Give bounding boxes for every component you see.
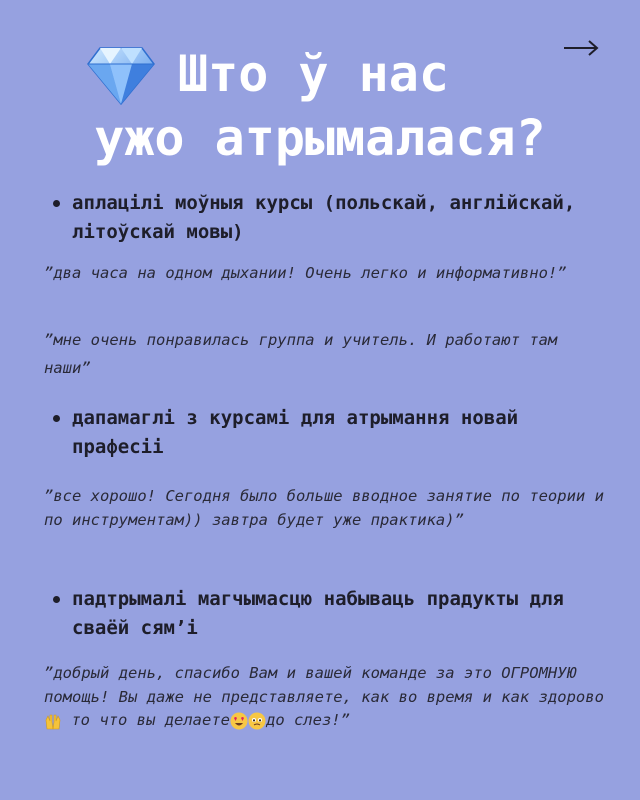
heart-eyes-emoji [230, 712, 248, 730]
quote-text-part: до слез!” [265, 711, 350, 729]
quote-text-part: то что вы делаете [62, 711, 230, 729]
holding-back-tears-emoji [248, 712, 266, 730]
gem-icon [86, 44, 156, 106]
achievement-item-profession-courses [48, 404, 608, 462]
quote-text-part: ”добрый день, спасибо Вам и вашей команде за это ОГРОМНУЮ помощь! Вы даже не представляете, как во время и как здорово [44, 664, 604, 706]
page-title-line-1: Што ў нас [178, 45, 449, 103]
achievement-heading: аплацілі моўныя курсы (польскай, англійскай, літоўскай мовы) [72, 192, 576, 243]
achievement-item-food-support [48, 585, 608, 643]
bullet-dot [53, 415, 60, 422]
achievement-heading: падтрымалі магчымасцю набываць прадукты для сваёй сям’і [72, 588, 564, 639]
testimonial-quote: ”два часа на одном дыхании! Очень легко и информативно!” [44, 264, 567, 282]
bullet-dot [53, 200, 60, 207]
raising-hands-emoji [44, 712, 62, 730]
page-title-line-2: ужо атрымалася? [94, 109, 546, 167]
testimonial-quote: ”все хорошо! Сегодня было больше вводное занятие по теории и по инструментам)) завтра будет уже практика)” [44, 487, 604, 529]
bullet-dot [53, 596, 60, 603]
testimonial-quote: ”мне очень понравилась группа и учитель. И работают там наши” [44, 331, 558, 377]
achievement-heading: дапамаглі з курсамі для атрымання новай прафесіі [72, 407, 519, 458]
achievement-item-language-courses [48, 189, 608, 247]
testimonial-quote [44, 662, 604, 733]
